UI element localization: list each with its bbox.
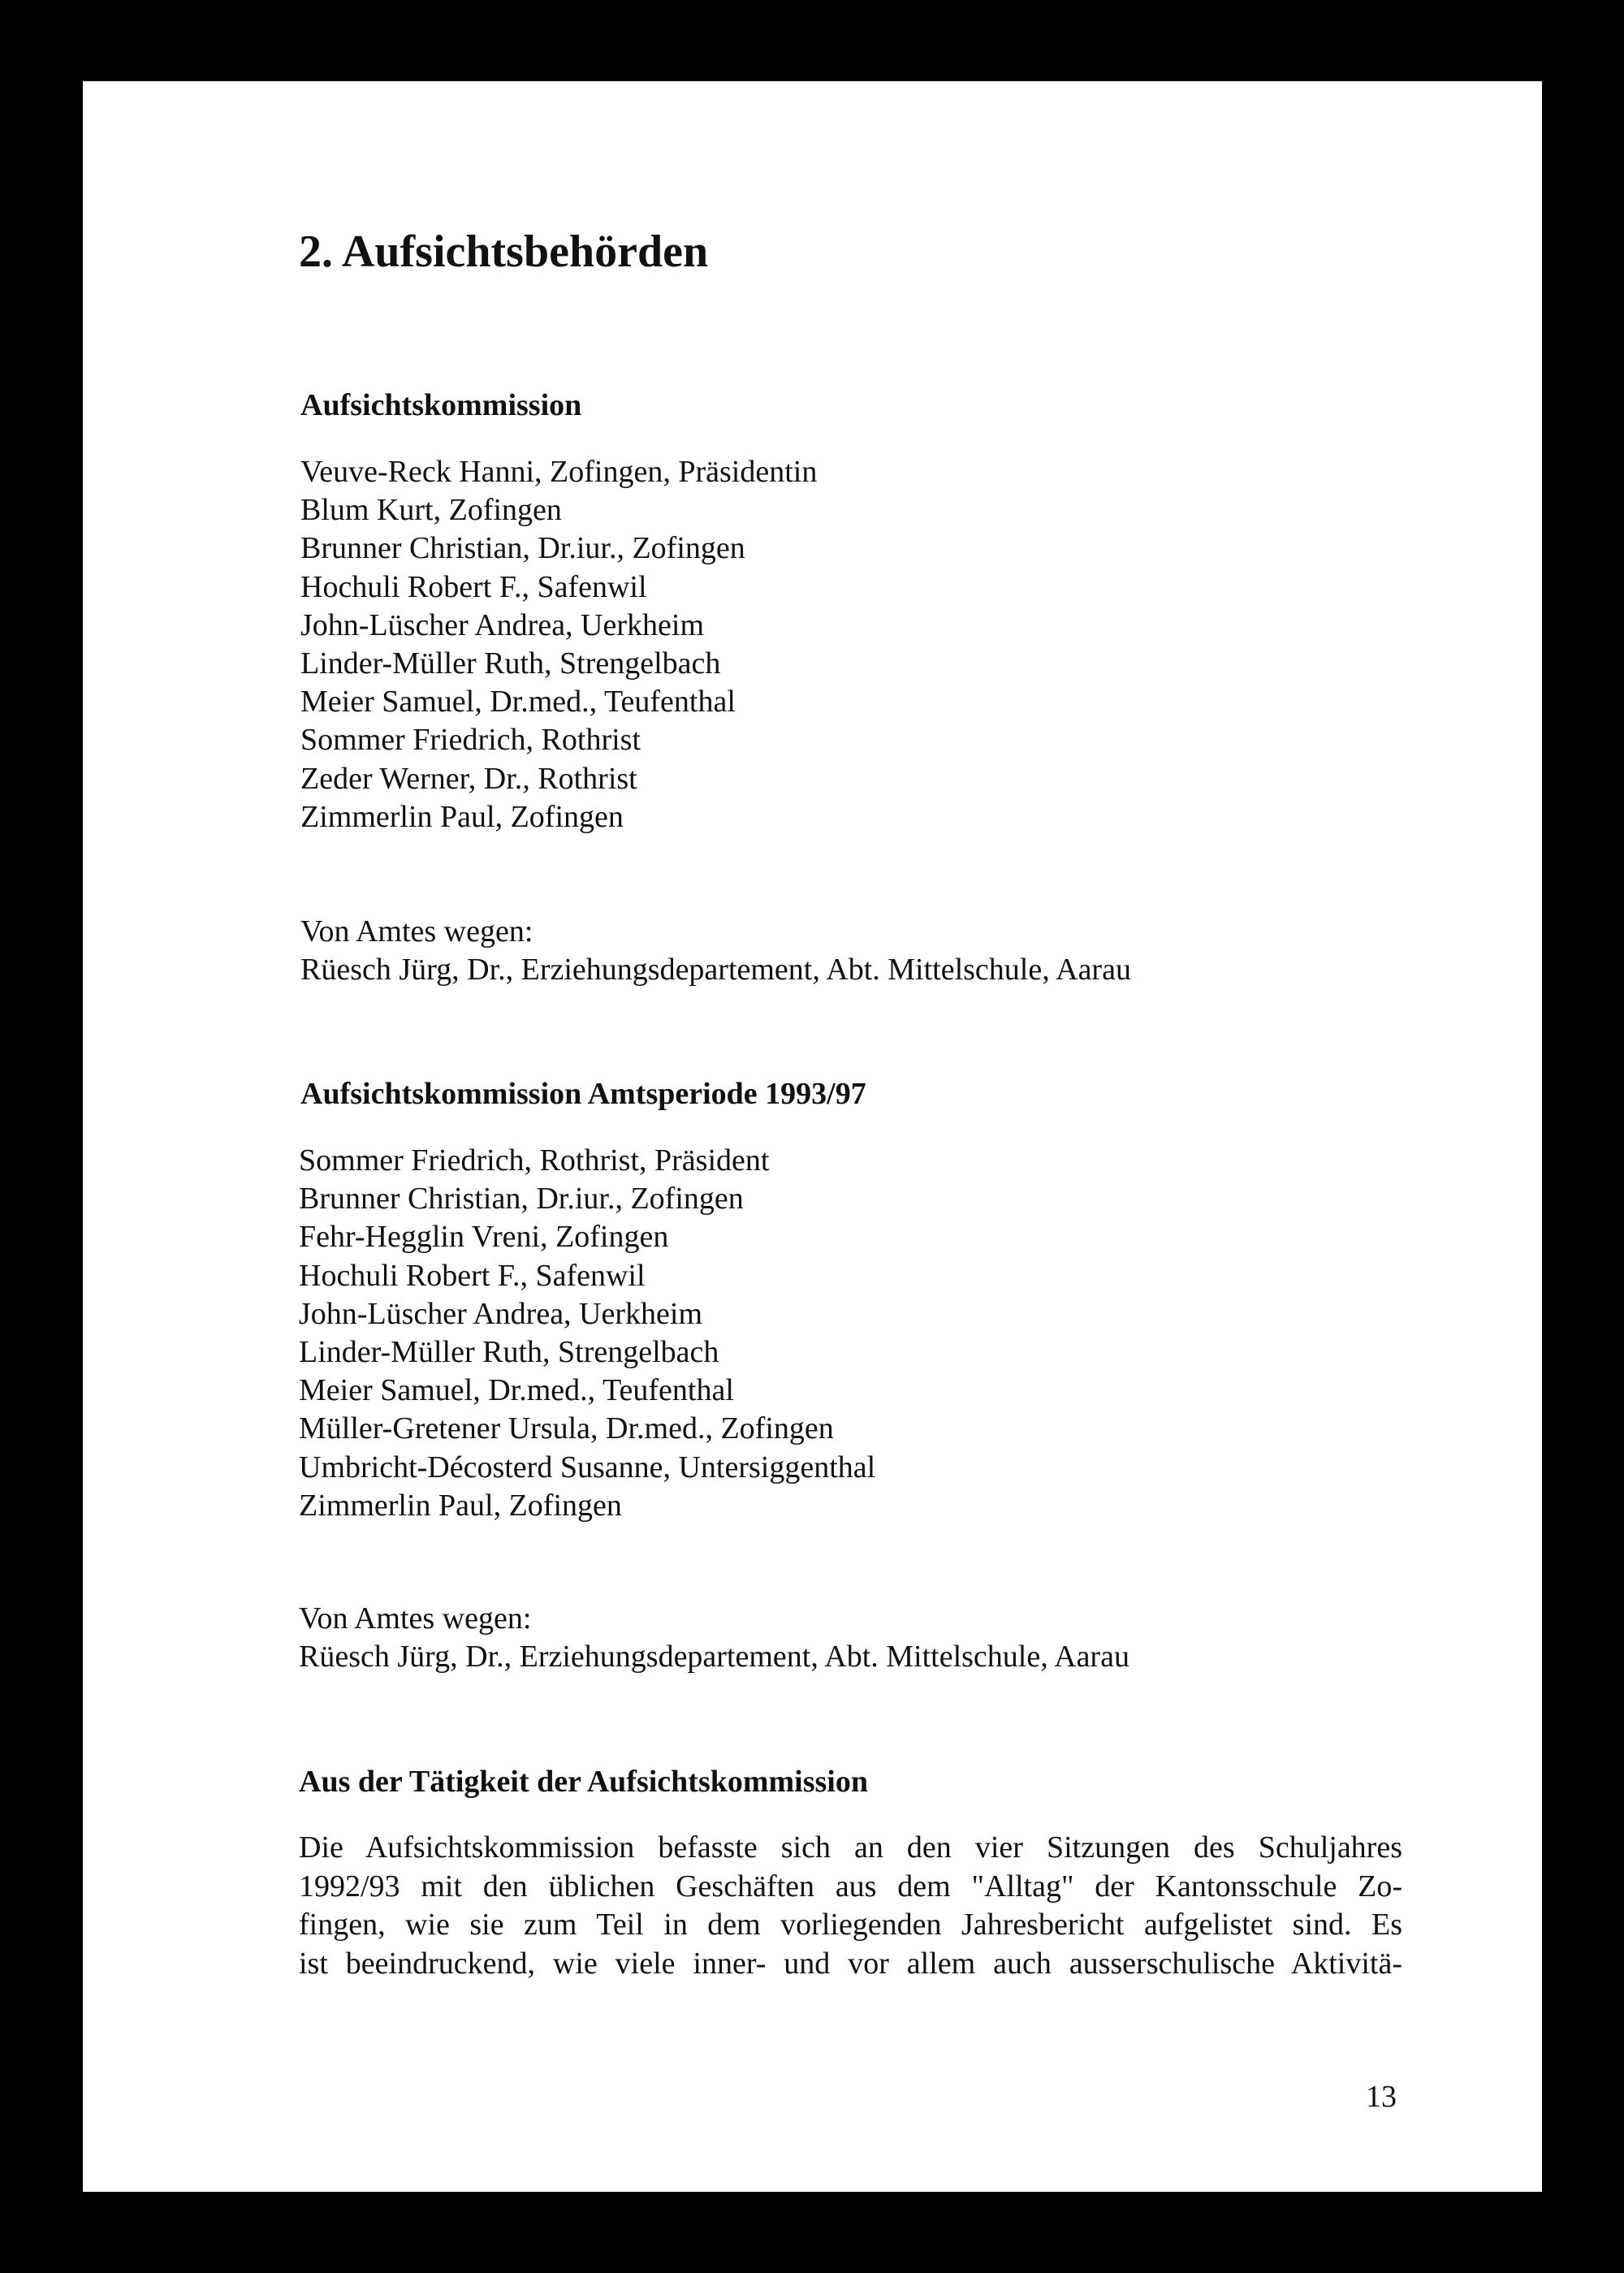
list-item: Linder-Müller Ruth, Strengelbach: [299, 1335, 719, 1370]
ex-officio-label: Von Amtes wegen:: [300, 914, 533, 949]
list-item: Zimmerlin Paul, Zofingen: [299, 1488, 622, 1523]
list-item: Meier Samuel, Dr.med., Teufenthal: [299, 1373, 734, 1408]
list-item: Hochuli Robert F., Safenwil: [300, 569, 647, 604]
ex-officio-member: Rüesch Jürg, Dr., Erziehungsdepartement, Abt. Mittelschule, Aarau: [300, 953, 1131, 987]
paragraph-line: fingen, wie sie zum Teil in dem vorliegenden Jahresbericht aufgelistet sind. Es: [299, 1908, 1402, 1942]
paragraph-line: ist beeindruckend, wie viele inner- und vor allem auch ausserschulische Aktivitä-: [299, 1946, 1402, 1981]
list-item: Blum Kurt, Zofingen: [300, 493, 562, 528]
section-heading-activity: Aus der Tätigkeit der Aufsichtskommission: [299, 1765, 868, 1799]
list-item: John-Lüscher Andrea, Uerkheim: [300, 607, 705, 642]
section-heading-commission-term: Aufsichtskommission Amtsperiode 1993/97: [300, 1077, 866, 1111]
list-item: Brunner Christian, Dr.iur., Zofingen: [299, 1182, 744, 1216]
activity-paragraph: [299, 1829, 1402, 1983]
list-item: Linder-Müller Ruth, Strengelbach: [300, 646, 721, 681]
list-item: Zeder Werner, Dr., Rothrist: [300, 761, 637, 796]
commission-term-ex-officio: [299, 1600, 1129, 1676]
list-item: Brunner Christian, Dr.iur., Zofingen: [300, 531, 745, 566]
commission-member-list: [300, 453, 817, 836]
list-item: Hochuli Robert F., Safenwil: [299, 1258, 646, 1293]
ex-officio-label: Von Amtes wegen:: [299, 1601, 532, 1636]
list-item: Meier Samuel, Dr.med., Teufenthal: [300, 685, 736, 719]
list-item: Müller-Gretener Ursula, Dr.med., Zofingen: [299, 1411, 834, 1446]
list-item: Veuve-Reck Hanni, Zofingen, Präsidentin: [300, 455, 818, 489]
list-item: Sommer Friedrich, Rothrist, Präsident: [299, 1143, 770, 1178]
commission-term-member-list: [299, 1142, 875, 1525]
paragraph-line: Die Aufsichtskommission befasste sich an den vier Sitzungen des Schuljahres: [299, 1830, 1402, 1865]
chapter-title: 2. Aufsichtsbehörden: [299, 227, 709, 277]
list-item: Umbricht-Décosterd Susanne, Untersiggenthal: [299, 1450, 876, 1484]
document-page: [83, 81, 1542, 2192]
list-item: Fehr-Hegglin Vreni, Zofingen: [299, 1220, 669, 1255]
paragraph-line: 1992/93 mit den üblichen Geschäften aus dem "Alltag" der Kantonsschule Zo-: [299, 1869, 1402, 1904]
page-number: 13: [1366, 2080, 1397, 2114]
list-item: John-Lüscher Andrea, Uerkheim: [299, 1296, 703, 1331]
list-item: Sommer Friedrich, Rothrist: [300, 723, 641, 758]
ex-officio-member: Rüesch Jürg, Dr., Erziehungsdepartement, Abt. Mittelschule, Aarau: [299, 1640, 1129, 1675]
section-heading-commission: Aufsichtskommission: [300, 388, 582, 422]
list-item: Zimmerlin Paul, Zofingen: [300, 799, 624, 834]
commission-ex-officio: [300, 913, 1131, 989]
